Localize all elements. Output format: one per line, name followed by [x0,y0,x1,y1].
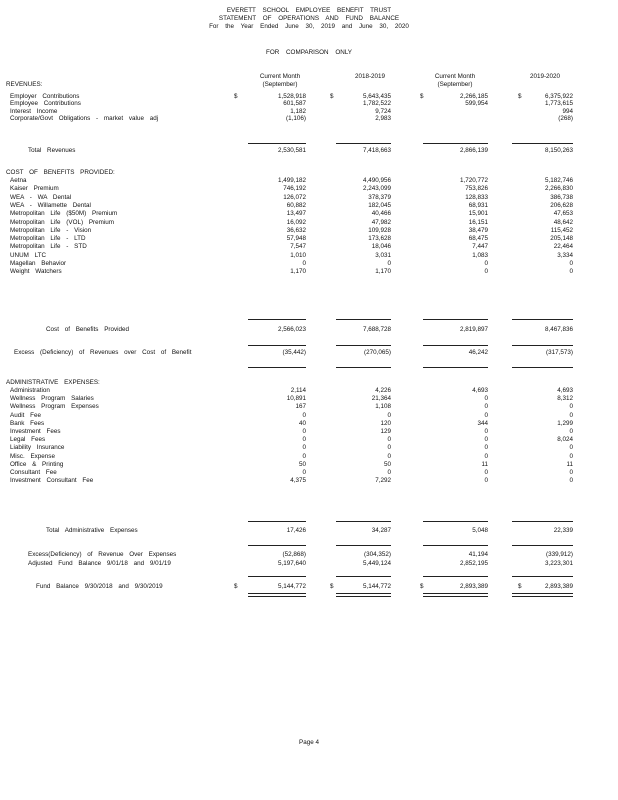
total-value: 2,866,139 [459,147,488,154]
cell-value: 4,226 [375,387,391,394]
cell-value: 47,653 [553,210,573,218]
excess-label: Excess (Deficiency) of Revenues over Cost of Benefit [14,349,192,356]
cell-value: 0 [484,469,488,476]
row-label: Corporate/Govt Obligations - market value adj [10,115,159,123]
rule [336,576,391,577]
cell-value: 7,547 [290,243,306,251]
cell-value: 386,738 [550,193,573,201]
cell-value: 0 [484,403,488,411]
cell-value: 50 [298,460,306,468]
rule [248,319,306,320]
cell-value: 0 [484,436,488,444]
row-label: Wellness Program Expenses [10,403,99,411]
dollar-sign: $ [234,93,238,100]
cell-value: 0 [484,477,488,485]
row-label: Magellan Behavior [10,260,67,267]
cell-value: 1,170 [375,268,391,276]
col4-header: 2019-2020 [529,73,561,80]
cell-value: 120 [380,419,391,427]
cell-value: 4,490,956 [362,177,391,184]
dollar-sign: $ [518,583,522,590]
cell-value: (1,106) [286,115,306,123]
total-value: 34,287 [371,527,391,534]
rule [248,367,306,368]
row-label: Wellness Program Salaries [10,395,94,403]
cell-value: 206,628 [550,201,573,209]
cell-value: 2,243,099 [362,185,391,193]
cell-value: 16,092 [286,218,306,226]
cell-value: 0 [484,452,488,460]
rule [336,521,391,522]
cell-value: 1,010 [290,251,306,259]
section-heading: ADMINISTRATIVE EXPENSES: [6,379,100,386]
cell-value: 16,151 [468,218,488,226]
total-value: 7,688,728 [362,326,391,333]
cell-value: 48,642 [553,218,573,226]
row-label: Investment Fees [10,428,61,435]
cell-value: 3,334 [557,251,573,259]
cell-value: 38,479 [468,226,488,234]
cell-value: 18,046 [371,243,391,251]
row-label: Metropolitan Life - LTD [10,235,86,243]
total-label: Total Revenues [28,147,76,154]
report-title: EVERETT SCHOOL EMPLOYEE BENEFIT TRUST [226,7,392,14]
total-label: Cost of Benefits Provided [46,326,130,333]
rule [336,319,391,320]
rule [336,545,391,546]
total-value: 7,418,663 [362,147,391,154]
total-value: 5,048 [472,527,488,534]
cell-value: 0 [302,444,306,452]
cell-value: 57,948 [286,235,306,243]
rule [336,345,391,346]
cell-value: 1,499,182 [277,177,306,184]
row-label: WEA - Willamette Dental [10,201,91,209]
cell-value: 68,475 [468,235,488,243]
rule [336,143,391,144]
cell-value: 1,773,615 [544,100,573,108]
fund-balance-value: 5,144,772 [277,583,306,590]
row-label: Metropolitan Life ($50M) Premium [10,210,118,218]
rule [423,345,488,346]
total-value: 2,566,023 [277,326,306,333]
cell-value: 994 [562,107,573,115]
dollar-sign: $ [420,583,424,590]
dollar-sign: $ [518,93,522,100]
cell-value: 0 [387,411,391,419]
cell-value: 0 [484,411,488,419]
total-value: 8,150,263 [544,147,573,154]
total-value: 22,339 [553,527,573,534]
rule [423,576,488,577]
cell-value: 4,375 [290,477,306,485]
total-value: 2,530,581 [277,147,306,154]
row-label: Employer Contributions [10,93,80,100]
cell-value: 1,108 [375,403,391,411]
cell-value: 0 [387,444,391,452]
rule [512,576,573,577]
row-label: Weight Watchers [10,268,62,276]
cell-value: 129 [380,428,391,435]
rule [423,545,488,546]
row-label: Administration [10,387,50,394]
cell-value: 1,083 [472,251,488,259]
cell-value: 0 [387,469,391,476]
cell-value: 50 [383,460,391,468]
report-period: For the Year Ended June 30, 2019 and June 30, 2020 [209,23,409,30]
rule [512,319,573,320]
cell-value: 0 [569,444,573,452]
cell-value: 11 [481,460,488,468]
rule [512,521,573,522]
cell-value: 0 [569,452,573,460]
rule [248,521,306,522]
cell-value: 126,072 [283,193,306,201]
cell-value: 173,628 [368,235,391,243]
adjusted-value: 5,449,124 [362,560,391,567]
report-subtitle: STATEMENT OF OPERATIONS AND FUND BALANCE [218,15,400,22]
double-rule [336,593,391,597]
excess-value: (304,352) [364,551,391,558]
fund-balance-value: 2,893,389 [459,583,488,590]
cell-value: 167 [295,403,306,411]
cell-value: 0 [302,436,306,444]
rule [248,545,306,546]
excess-label: Excess(Deficiency) of Revenue Over Expenses [28,551,177,558]
cell-value: 0 [569,268,573,276]
cell-value: 2,266,185 [459,93,488,100]
cell-value: 753,826 [465,185,488,193]
cell-value: 344 [477,419,488,427]
row-label: Investment Consultant Fee [10,477,94,485]
excess-value: 46,242 [468,349,488,356]
cell-value: 601,587 [283,100,306,108]
cell-value: 0 [569,411,573,419]
cell-value: 0 [569,428,573,435]
row-label: Metropolitan Life (VOL) Premium [10,218,115,226]
cell-value: 0 [484,444,488,452]
cell-value: 378,379 [368,193,391,201]
fund-balance-value: 5,144,772 [362,583,391,590]
cell-value: 11 [566,460,573,468]
cell-value: 15,901 [468,210,488,218]
row-label: Consultant Fee [10,469,57,476]
cell-value: 128,833 [465,193,488,201]
cell-value: 22,464 [553,243,573,251]
cell-value: 182,045 [368,201,391,209]
rule [336,367,391,368]
total-value: 2,819,897 [459,326,488,333]
cell-value: 2,266,830 [544,185,573,193]
fund-balance-value: 2,893,389 [544,583,573,590]
rule [512,345,573,346]
dollar-sign: $ [330,583,334,590]
cell-value: 21,364 [371,395,391,403]
cell-value: 9,724 [375,107,391,115]
fund-balance-label: Fund Balance 9/30/2018 and 9/30/2019 [36,583,163,590]
excess-value: (339,912) [546,551,573,558]
rule [512,545,573,546]
rule [423,143,488,144]
cell-value: 1,528,918 [277,93,306,100]
cell-value: 115,452 [550,226,573,234]
total-value: 17,426 [286,527,306,534]
cell-value: 0 [302,260,306,267]
cell-value: 0 [302,411,306,419]
row-label: Aetna [10,177,27,184]
adjusted-value: 3,223,301 [544,560,573,567]
row-label: Interest Income [10,107,58,115]
row-label: Metropolitan Life - STD [10,243,87,251]
adjusted-value: 2,852,195 [459,560,488,567]
cell-value: 36,632 [286,226,306,234]
cell-value: 3,031 [375,251,391,259]
row-label: Misc. Expense [10,452,55,460]
page-number: Page 4 [299,739,319,746]
adjusted-label: Adjusted Fund Balance 9/01/18 and 9/01/19 [28,560,171,567]
cell-value: 7,292 [375,477,391,485]
cell-value: 1,720,772 [459,177,488,184]
cell-value: 5,643,435 [362,93,391,100]
double-rule [248,593,306,597]
section-heading: REVENUES: [6,81,43,88]
col1-subheader: (September) [262,81,298,88]
excess-value: 41,194 [468,551,488,558]
rule [248,576,306,577]
cell-value: 68,931 [468,201,488,209]
cell-value: 0 [569,403,573,411]
cell-value: 8,312 [557,395,573,403]
cell-value: 5,182,746 [544,177,573,184]
cell-value: 47,982 [371,218,391,226]
cell-value: 0 [569,477,573,485]
rule [423,319,488,320]
dollar-sign: $ [234,583,238,590]
row-label: UNUM LTC [10,251,47,259]
cell-value: 599,954 [465,100,488,108]
cell-value: 10,891 [286,395,306,403]
adjusted-value: 5,197,640 [277,560,306,567]
rule [248,345,306,346]
cell-value: 205,148 [550,235,573,243]
cell-value: 4,693 [557,387,573,394]
cell-value: 0 [569,260,573,267]
cell-value: 0 [302,428,306,435]
cell-value: 1,782,522 [362,100,391,108]
rule [423,521,488,522]
cell-value: 13,497 [286,210,306,218]
cell-value: 40 [298,419,306,427]
cell-value: 2,983 [375,115,391,123]
cell-value: 0 [387,436,391,444]
double-rule [423,593,488,597]
cell-value: 7,447 [472,243,488,251]
cell-value: 1,170 [290,268,306,276]
row-label: Office & Printing [10,460,64,468]
rule [512,367,573,368]
rule [423,367,488,368]
cell-value: 0 [387,260,391,267]
total-label: Total Administrative Expenses [46,527,138,534]
row-label: WEA - WA Dental [10,193,72,201]
row-label: Bank Fees [10,419,45,427]
row-label: Metropolitan Life - Vision [10,226,92,234]
excess-value: (270,065) [364,349,391,356]
cell-value: 0 [484,268,488,276]
cell-value: 0 [484,260,488,267]
row-label: Kaiser Premium [10,185,59,193]
total-value: 8,467,836 [544,326,573,333]
cell-value: 40,466 [371,210,391,218]
excess-value: (35,442) [282,349,306,356]
cell-value: 0 [302,469,306,476]
cell-value: 4,693 [472,387,488,394]
cell-value: 6,375,922 [544,93,573,100]
cell-value: 0 [387,452,391,460]
cell-value: 746,192 [283,185,306,193]
cell-value: 2,114 [290,387,306,394]
excess-value: (52,868) [282,551,306,558]
row-label: Audit Fee [10,411,41,419]
comparison-note: FOR COMPARISON ONLY [265,49,353,56]
cell-value: 0 [569,469,573,476]
cell-value: (268) [558,115,573,123]
cell-value: 1,299 [557,419,573,427]
cell-value: 109,928 [368,226,391,234]
cell-value: 0 [302,452,306,460]
section-heading: COST OF BENEFITS PROVIDED: [6,169,115,176]
row-label: Legal Fees [10,436,46,444]
cell-value: 0 [484,395,488,403]
double-rule [512,593,573,597]
col3-header: Current Month [434,73,476,80]
cell-value: 8,024 [557,436,573,444]
dollar-sign: $ [330,93,334,100]
rule [512,143,573,144]
rule [248,143,306,144]
excess-value: (317,573) [546,349,573,356]
cell-value: 60,882 [286,201,306,209]
col1-header: Current Month [259,73,301,80]
row-label: Liability Insurance [10,444,65,452]
cell-value: 0 [484,428,488,435]
col3-subheader: (September) [437,81,473,88]
row-label: Employee Contributions [10,100,81,108]
cell-value: 1,182 [290,107,306,115]
dollar-sign: $ [420,93,424,100]
col2-header: 2018-2019 [354,73,386,80]
